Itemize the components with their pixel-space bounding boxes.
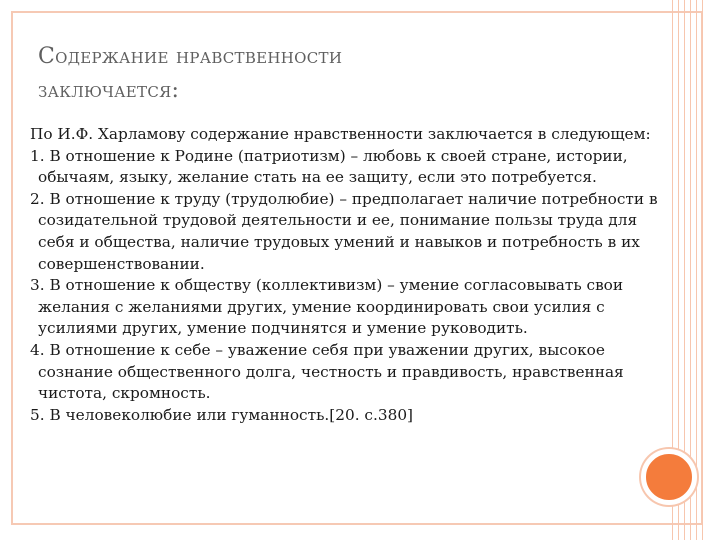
list-item-collectivism: 3. В отношение к обществу (коллективизм) – умение согласовывать свои желания с желаниями других, умение координировать свои усилия с усилиями других, умение подчинятся и умение руководить. — [30, 276, 624, 338]
list-item-diligence: 2. В отношение к труду (трудолюбие) – предполагает наличие потребности в созидательной трудовой деятельности и ее, понимание пользы труда для себя и общества, наличие трудовых умений и навыков и потребность в их совершенствовании. — [30, 189, 658, 273]
intro-paragraph: По И.Ф. Харламову содержание нравственности заключается в следующем: — [30, 125, 651, 143]
decorative-circle — [641, 449, 697, 505]
slide-title — [38, 40, 342, 108]
title-line-1: Содержание нравственности — [38, 44, 343, 69]
list-item-patriotism: 1. В отношение к Родине (патриотизм) – любовь к своей стране, истории, обычаям, языку, желание стать на ее защиту, если это потребуется. — [30, 146, 628, 187]
title-line-2: заключается: — [38, 78, 180, 103]
list-item-humanity: 5. В человеколюбие или гуманность.[20. с.380] — [30, 405, 414, 424]
list-item-self-respect: 4. В отношение к себе – уважение себя при уважении других, высокое сознание общественного долга, честность и правдивость, нравственная чистота, скромность. — [30, 340, 624, 403]
slide-body — [30, 124, 670, 426]
